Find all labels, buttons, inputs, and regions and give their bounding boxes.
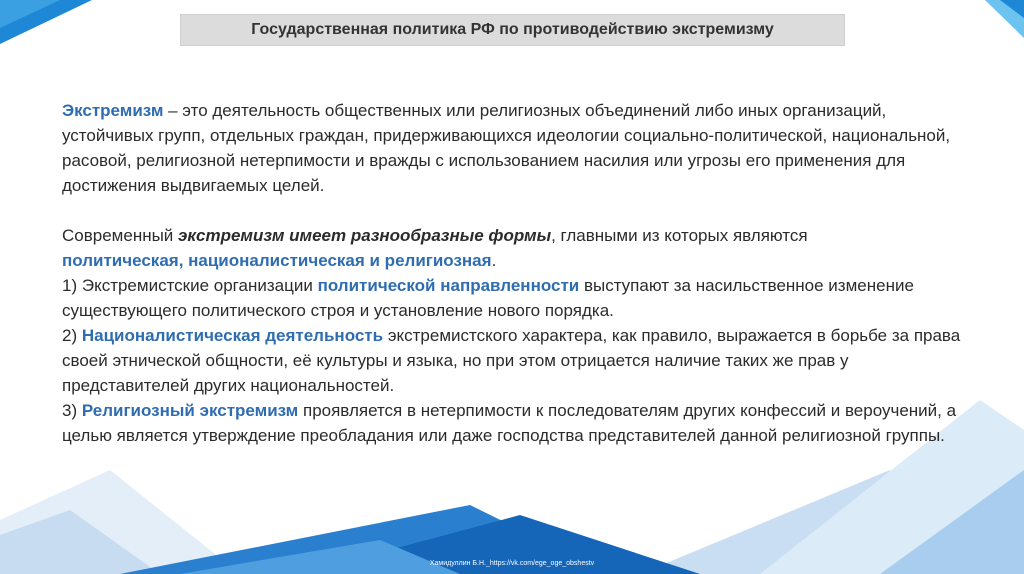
item-text: экстремистского характера, как правило, выражается в борьбе за права своей этнической общности, её культуры и языка, но при этом отрицается наличие таких же прав у представителей других национальностей. — [62, 326, 961, 395]
item-term: политической направленности — [317, 276, 580, 295]
forms-main-list: политическая, националистическая и религиозная — [62, 251, 492, 270]
slide-title-text: Государственная политика РФ по противодействию экстремизму — [251, 21, 774, 38]
list-item-religious — [62, 398, 962, 448]
item-term: Религиозный экстремизм — [81, 401, 299, 420]
forms-main-end: . — [491, 251, 497, 270]
item-pre-text: Экстремистские организации — [81, 276, 318, 295]
item-number: 1) — [62, 276, 82, 295]
definition-paragraph — [62, 98, 962, 198]
forms-intro-post: , главными из которых являются — [551, 226, 808, 245]
footer-credit: Хамидуллин Б.Н._https://vk.com/ege_oge_obshestv — [429, 560, 595, 567]
item-number: 3) — [62, 401, 82, 420]
definition-text: – это деятельность общественных или религиозных объединений либо иных организаций, устойчивых групп, отдельных граждан, придерживающихся идеологии социально-политической, национальной, расовой, религиозной нетерпимости и вражды с использованием насилия или угрозы его применения для достижения выдвигаемых целей. — [62, 101, 951, 195]
item-term: Националистическая деятельность — [81, 326, 384, 345]
slide-title — [180, 14, 845, 46]
definition-term: Экстремизм — [62, 101, 164, 120]
forms-intro-emphasis: экстремизм имеет разнообразные формы — [178, 226, 552, 245]
list-item-nationalist — [62, 323, 962, 398]
forms-intro-paragraph — [62, 223, 962, 273]
slide-content — [62, 98, 962, 448]
item-number: 2) — [62, 326, 82, 345]
item-text: выступают за насильственное изменение существующего политического строя и установление нового порядка. — [62, 276, 914, 320]
forms-intro-pre: Современный — [62, 226, 179, 245]
list-item-political — [62, 273, 962, 323]
item-text: проявляется в нетерпимости к последователям других конфессий и вероучений, а целью является утверждение преобладания или даже господства представителей данной религиозной группы. — [62, 401, 957, 445]
